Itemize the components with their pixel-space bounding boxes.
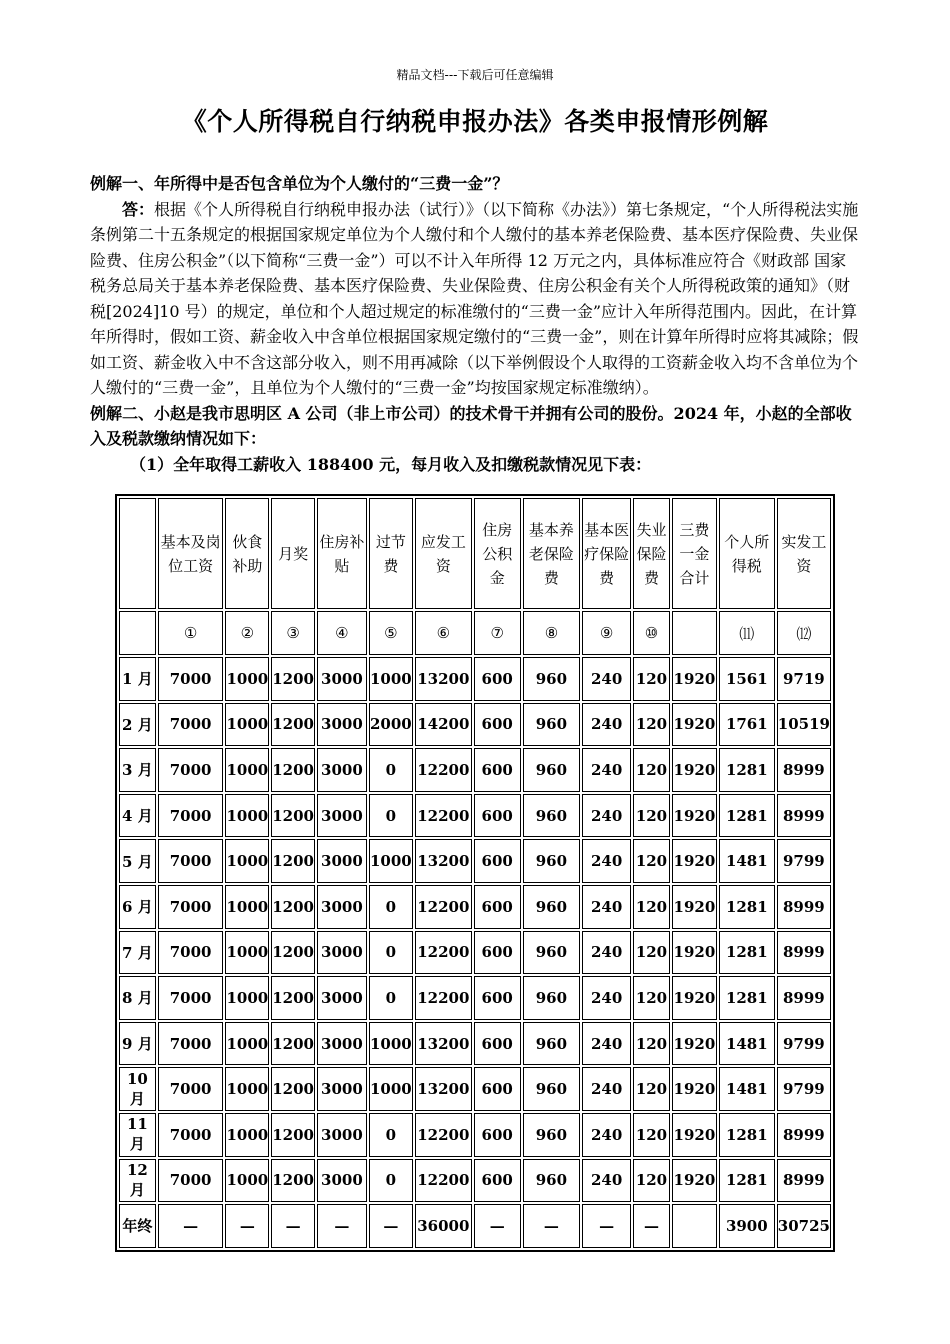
table-cell: 8 月 bbox=[119, 976, 156, 1020]
answer-text: 根据《个人所得税自行纳税申报办法（试行）》（以下简称《办法》）第七条规定，“个人所得税法实施条例第二十五条规定的根据国家规定单位为个人缴付和个人缴付的基本养老保险费、基本医疗保险费、失业保险费、住房公积金”（以下简称“三费一金”）可以不计入年所得 12 万元之内，具体标准应符合《财政部 国家税务总局关于基本养老保险费、基本医疗保险费、失业保险费、住房公积金有关个人所得税政策的通知》（财税[2024]10 号）的规定，单位和个人超过规定的标准缴付的“三费一金”应计入年所得范围内。因此，在计算年所得时，假如工资、薪金收入中含单位根据国家规定缴付的“三费一金”，则在计算年所得时应将其减除；假如工资、薪金收入中不含这部分收入，则不用再减除（以下举例假设个人取得的工资薪金收入均不含单位为个人缴付的“三费一金”，且单位为个人缴付的“三费一金”均按国家规定标准缴纳）。 bbox=[90, 199, 859, 397]
table-cell: 0 bbox=[369, 794, 413, 838]
table-cell: 12200 bbox=[415, 931, 472, 975]
table-cell: 600 bbox=[474, 1022, 521, 1066]
table-cell: 1481 bbox=[719, 839, 775, 883]
table-cell: 13200 bbox=[415, 657, 472, 701]
table-cell: 1000 bbox=[225, 976, 269, 1020]
table-cell: 0 bbox=[369, 976, 413, 1020]
table-cell bbox=[672, 1204, 717, 1248]
table-cell: 600 bbox=[474, 1113, 521, 1157]
salary-table bbox=[115, 494, 835, 1252]
table-cell: 1281 bbox=[719, 931, 775, 975]
table-cell: 8999 bbox=[777, 794, 831, 838]
table-row bbox=[119, 839, 831, 883]
table-cell bbox=[119, 611, 156, 655]
table-cell: 12200 bbox=[415, 885, 472, 929]
table-cell: 1920 bbox=[672, 748, 717, 792]
table-cell: 过节费 bbox=[369, 498, 413, 609]
table-cell: 应发工资 bbox=[415, 498, 472, 609]
table-cell: — bbox=[523, 1204, 581, 1248]
table-cell: 8999 bbox=[777, 748, 831, 792]
table-cell: 1000 bbox=[225, 794, 269, 838]
table-cell: 1000 bbox=[225, 1022, 269, 1066]
table-cell: 1561 bbox=[719, 657, 775, 701]
table-cell: 600 bbox=[474, 1067, 521, 1111]
table-cell: 10519 bbox=[777, 703, 831, 747]
table-cell: 1920 bbox=[672, 1022, 717, 1066]
table-cell: 600 bbox=[474, 657, 521, 701]
table-cell: 1000 bbox=[369, 1022, 413, 1066]
table-cell: 3000 bbox=[317, 839, 367, 883]
table-cell: 240 bbox=[582, 839, 631, 883]
table-cell: 960 bbox=[523, 976, 581, 1020]
table-cell: 10 月 bbox=[119, 1067, 156, 1111]
table-cell: 600 bbox=[474, 1159, 521, 1203]
table-cell: 1920 bbox=[672, 703, 717, 747]
table-cell: 1920 bbox=[672, 794, 717, 838]
table-cell: 0 bbox=[369, 1113, 413, 1157]
table-cell: 1200 bbox=[271, 839, 315, 883]
table-row bbox=[119, 1067, 831, 1111]
table-cell: 基本养老保险费 bbox=[523, 498, 581, 609]
table-cell: 1000 bbox=[225, 748, 269, 792]
table-cell: ⑧ bbox=[523, 611, 581, 655]
table-cell: 1281 bbox=[719, 1159, 775, 1203]
table-cell: ③ bbox=[271, 611, 315, 655]
table-row bbox=[119, 703, 831, 747]
table-cell: 12200 bbox=[415, 1159, 472, 1203]
table-cell: 3 月 bbox=[119, 748, 156, 792]
table-cell: 960 bbox=[523, 1067, 581, 1111]
table-header-row bbox=[119, 498, 831, 609]
table-cell: 1281 bbox=[719, 748, 775, 792]
table-cell: 120 bbox=[633, 703, 670, 747]
table-cell: — bbox=[317, 1204, 367, 1248]
table-row bbox=[119, 748, 831, 792]
table-cell: 1000 bbox=[225, 931, 269, 975]
table-cell: 960 bbox=[523, 1113, 581, 1157]
table-cell: 1281 bbox=[719, 1113, 775, 1157]
table-cell: 5 月 bbox=[119, 839, 156, 883]
table-cell: 1281 bbox=[719, 885, 775, 929]
table-cell: 1920 bbox=[672, 976, 717, 1020]
table-cell: 失业保险费 bbox=[633, 498, 670, 609]
table-cell: 1481 bbox=[719, 1067, 775, 1111]
table-row bbox=[119, 931, 831, 975]
table-cell: 伙食补助 bbox=[225, 498, 269, 609]
table-cell: 240 bbox=[582, 1022, 631, 1066]
table-cell: 960 bbox=[523, 1022, 581, 1066]
table-row bbox=[119, 976, 831, 1020]
table-cell: 240 bbox=[582, 1067, 631, 1111]
table-cell: 240 bbox=[582, 885, 631, 929]
table-cell: 3000 bbox=[317, 1159, 367, 1203]
table-cell: — bbox=[225, 1204, 269, 1248]
table-cell: 240 bbox=[582, 703, 631, 747]
table-cell: ⑿ bbox=[777, 611, 831, 655]
table-cell: 1200 bbox=[271, 976, 315, 1020]
table-cell: 120 bbox=[633, 976, 670, 1020]
table-cell: 1200 bbox=[271, 1067, 315, 1111]
table-cell: — bbox=[158, 1204, 224, 1248]
table-cell: 1000 bbox=[369, 1067, 413, 1111]
table-cell: 3000 bbox=[317, 703, 367, 747]
table-cell: 960 bbox=[523, 748, 581, 792]
document-title: 《个人所得税自行纳税申报办法》各类申报情形例解 bbox=[181, 107, 769, 136]
table-cell: 1000 bbox=[225, 885, 269, 929]
table-cell: 30725 bbox=[777, 1204, 831, 1248]
table-cell: ⑨ bbox=[582, 611, 631, 655]
table-cell: 实发工资 bbox=[777, 498, 831, 609]
table-cell: 1481 bbox=[719, 1022, 775, 1066]
table-cell: 13200 bbox=[415, 1067, 472, 1111]
table-cell: 9 月 bbox=[119, 1022, 156, 1066]
table-cell: 120 bbox=[633, 1022, 670, 1066]
table-cell: 0 bbox=[369, 931, 413, 975]
table-cell: 1200 bbox=[271, 657, 315, 701]
table-cell: 1000 bbox=[369, 839, 413, 883]
table-cell: 12 月 bbox=[119, 1159, 156, 1203]
table-cell: 7000 bbox=[158, 1022, 224, 1066]
table-cell: 240 bbox=[582, 794, 631, 838]
table-cell: 1000 bbox=[225, 657, 269, 701]
table-cell: 1000 bbox=[225, 1113, 269, 1157]
table-cell: 1920 bbox=[672, 885, 717, 929]
table-cell: 9799 bbox=[777, 1022, 831, 1066]
table-cell: 960 bbox=[523, 1159, 581, 1203]
page-header-note: 精品文档---下载后可任意编辑 bbox=[396, 68, 554, 82]
table-cell: 3000 bbox=[317, 1067, 367, 1111]
table-cell: 1920 bbox=[672, 931, 717, 975]
table-cell: 120 bbox=[633, 839, 670, 883]
table-cell: 1281 bbox=[719, 794, 775, 838]
example1-question: 例解一、年所得中是否包含单位为个人缴付的“三费一金”？ bbox=[90, 174, 509, 193]
table-cell: 7000 bbox=[158, 748, 224, 792]
table-cell: 12200 bbox=[415, 1113, 472, 1157]
example2-intro: 例解二、小赵是我市思明区 A 公司（非上市公司）的技术骨干并拥有公司的股份。2024 年，小赵的全部收入及税款缴纳情况如下： bbox=[90, 403, 852, 448]
table-cell: 7 月 bbox=[119, 931, 156, 975]
table-cell: 240 bbox=[582, 748, 631, 792]
table-cell: 9719 bbox=[777, 657, 831, 701]
table-cell: 3000 bbox=[317, 748, 367, 792]
table-cell: ② bbox=[225, 611, 269, 655]
table-cell: 960 bbox=[523, 703, 581, 747]
table-cell: 240 bbox=[582, 931, 631, 975]
table-cell: 7000 bbox=[158, 1159, 224, 1203]
table-cell: 120 bbox=[633, 1113, 670, 1157]
table-cell: 600 bbox=[474, 703, 521, 747]
table-cell: 9799 bbox=[777, 1067, 831, 1111]
table-cell: 6 月 bbox=[119, 885, 156, 929]
table-cell: 600 bbox=[474, 976, 521, 1020]
table-cell: 1000 bbox=[225, 703, 269, 747]
table-cell: 年终 bbox=[119, 1204, 156, 1248]
table-row bbox=[119, 1113, 831, 1157]
table-cell: 8999 bbox=[777, 976, 831, 1020]
table-row bbox=[119, 1159, 831, 1203]
table-cell: 960 bbox=[523, 931, 581, 975]
table-cell: 三费一金合计 bbox=[672, 498, 717, 609]
table-cell: 1920 bbox=[672, 657, 717, 701]
table-cell: 1000 bbox=[225, 1159, 269, 1203]
answer-label: 答： bbox=[122, 199, 155, 219]
table-cell: 240 bbox=[582, 1159, 631, 1203]
table-cell: 1200 bbox=[271, 1113, 315, 1157]
table-cell: 1200 bbox=[271, 931, 315, 975]
table-cell: 240 bbox=[582, 1113, 631, 1157]
table-cell: ① bbox=[158, 611, 224, 655]
table-cell: 14200 bbox=[415, 703, 472, 747]
table-cell: 3000 bbox=[317, 1022, 367, 1066]
table-cell: ⑤ bbox=[369, 611, 413, 655]
table-cell: — bbox=[474, 1204, 521, 1248]
table-cell: 3000 bbox=[317, 657, 367, 701]
table-row bbox=[119, 794, 831, 838]
table-cell: — bbox=[369, 1204, 413, 1248]
table-cell bbox=[672, 611, 717, 655]
table-cell: 1000 bbox=[225, 1067, 269, 1111]
table-cell: 120 bbox=[633, 885, 670, 929]
table-cell: 12200 bbox=[415, 748, 472, 792]
table-cell: 7000 bbox=[158, 1067, 224, 1111]
table-cell: 8999 bbox=[777, 1159, 831, 1203]
table-cell: 7000 bbox=[158, 976, 224, 1020]
table-cell: 7000 bbox=[158, 794, 224, 838]
table-cell: 7000 bbox=[158, 703, 224, 747]
table-cell: 基本及岗位工资 bbox=[158, 498, 224, 609]
table-cell: 1920 bbox=[672, 839, 717, 883]
table-cell: 7000 bbox=[158, 657, 224, 701]
table-cell: 0 bbox=[369, 1159, 413, 1203]
table-cell: 11 月 bbox=[119, 1113, 156, 1157]
table-cell: — bbox=[271, 1204, 315, 1248]
table-cell: 1920 bbox=[672, 1113, 717, 1157]
table-cell: 600 bbox=[474, 748, 521, 792]
table-cell: 3000 bbox=[317, 1113, 367, 1157]
table-cell: 7000 bbox=[158, 885, 224, 929]
table-cell: 1200 bbox=[271, 1022, 315, 1066]
table-cell: 600 bbox=[474, 885, 521, 929]
table-cell: 0 bbox=[369, 885, 413, 929]
table-cell: 1000 bbox=[225, 839, 269, 883]
table-cell: 1761 bbox=[719, 703, 775, 747]
table-cell: 住房公积金 bbox=[474, 498, 521, 609]
table-cell: 120 bbox=[633, 931, 670, 975]
table-cell: 120 bbox=[633, 794, 670, 838]
table-cell: 3000 bbox=[317, 976, 367, 1020]
example1-answer bbox=[90, 197, 860, 401]
table-cell: ⑦ bbox=[474, 611, 521, 655]
table-cell: 8999 bbox=[777, 931, 831, 975]
table-cell: ⑩ bbox=[633, 611, 670, 655]
table-cell: 7000 bbox=[158, 839, 224, 883]
table-row bbox=[119, 657, 831, 701]
table-row bbox=[119, 1204, 831, 1248]
table-cell: 1281 bbox=[719, 976, 775, 1020]
table-cell bbox=[119, 498, 156, 609]
table-cell: 3000 bbox=[317, 794, 367, 838]
table-cell: ⑥ bbox=[415, 611, 472, 655]
table-cell: 120 bbox=[633, 748, 670, 792]
table-cell: 120 bbox=[633, 1067, 670, 1111]
table-cell: 7000 bbox=[158, 1113, 224, 1157]
table-cell: 1000 bbox=[369, 657, 413, 701]
table-cell: 120 bbox=[633, 1159, 670, 1203]
table-cell: ④ bbox=[317, 611, 367, 655]
table-cell: 3900 bbox=[719, 1204, 775, 1248]
table-number-row bbox=[119, 611, 831, 655]
table-cell: 1200 bbox=[271, 748, 315, 792]
table-cell: — bbox=[582, 1204, 631, 1248]
table-cell: 7000 bbox=[158, 931, 224, 975]
table-cell: 住房补贴 bbox=[317, 498, 367, 609]
table-row bbox=[119, 885, 831, 929]
table-cell: ⑾ bbox=[719, 611, 775, 655]
table-cell: 1200 bbox=[271, 885, 315, 929]
table-cell: 1920 bbox=[672, 1067, 717, 1111]
table-cell: 1200 bbox=[271, 794, 315, 838]
table-caption: （1）全年取得工薪收入 188400 元，每月收入及扣缴税款情况见下表： bbox=[130, 454, 652, 474]
table-cell: — bbox=[633, 1204, 670, 1248]
table-cell: 13200 bbox=[415, 839, 472, 883]
table-cell: 13200 bbox=[415, 1022, 472, 1066]
table-cell: 3000 bbox=[317, 931, 367, 975]
table-cell: 3000 bbox=[317, 885, 367, 929]
table-cell: 960 bbox=[523, 885, 581, 929]
table-cell: 基本医疗保险费 bbox=[582, 498, 631, 609]
table-cell: 1920 bbox=[672, 1159, 717, 1203]
table-cell: 600 bbox=[474, 931, 521, 975]
table-cell: 240 bbox=[582, 657, 631, 701]
table-cell: 2 月 bbox=[119, 703, 156, 747]
table-cell: 1200 bbox=[271, 1159, 315, 1203]
table-cell: 8999 bbox=[777, 885, 831, 929]
table-cell: 12200 bbox=[415, 794, 472, 838]
table-cell: 个人所得税 bbox=[719, 498, 775, 609]
table-cell: 960 bbox=[523, 839, 581, 883]
table-cell: 960 bbox=[523, 657, 581, 701]
table-cell: 960 bbox=[523, 794, 581, 838]
table-cell: 0 bbox=[369, 748, 413, 792]
document-body bbox=[90, 171, 860, 477]
table-cell: 240 bbox=[582, 976, 631, 1020]
table-cell: 1200 bbox=[271, 703, 315, 747]
table-cell: 月奖 bbox=[271, 498, 315, 609]
table-cell: 4 月 bbox=[119, 794, 156, 838]
table-row bbox=[119, 1022, 831, 1066]
table-cell: 1 月 bbox=[119, 657, 156, 701]
table-cell: 12200 bbox=[415, 976, 472, 1020]
table-cell: 36000 bbox=[415, 1204, 472, 1248]
table-cell: 600 bbox=[474, 839, 521, 883]
table-cell: 600 bbox=[474, 794, 521, 838]
table-cell: 120 bbox=[633, 657, 670, 701]
table-cell: 9799 bbox=[777, 839, 831, 883]
table-cell: 2000 bbox=[369, 703, 413, 747]
table-cell: 8999 bbox=[777, 1113, 831, 1157]
